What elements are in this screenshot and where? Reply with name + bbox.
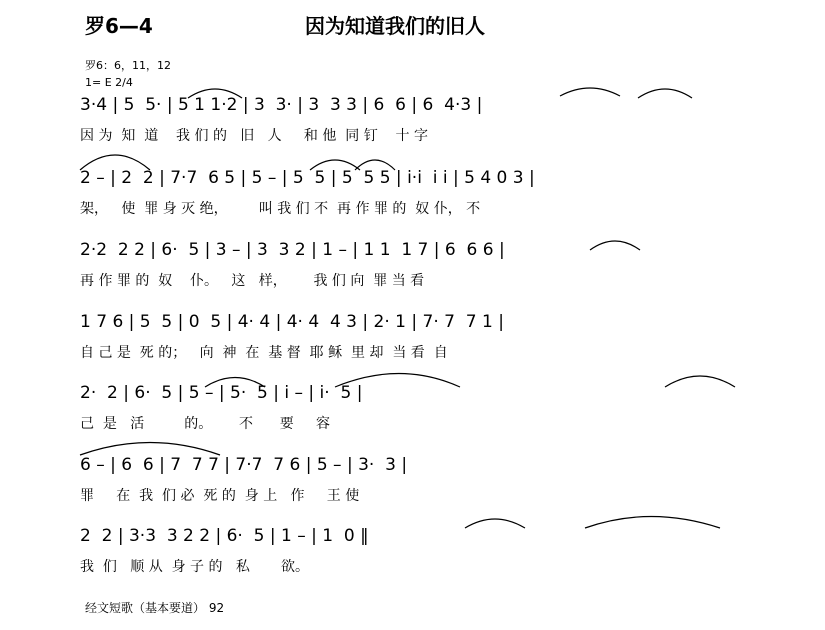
song-code: 罗6—4: [85, 14, 153, 38]
slur-arc: [80, 443, 220, 456]
scripture-reference: 罗6：6，11，12: [85, 59, 171, 72]
notation-line: 1 7 6 | 5 5 | 0 5 | 4· 4 | 4· 4 4 3 | 2· 1 | 7· 7 7 1 |: [80, 312, 504, 332]
slur-arc: [590, 241, 640, 250]
footer-source: 经文短歌（基本要道） 92: [85, 601, 225, 615]
slur-arc: [355, 160, 395, 170]
notation-line: 3·4 | 5 5· | 5 1 1·2 | 3 3· | 3 3 3 | 6 6 | 6 4·3 |: [80, 95, 483, 115]
lyric-line: 我 们 顺 从 身 子 的 私 欲。: [80, 559, 310, 575]
slur-arc: [80, 155, 150, 170]
notation-line: 2·2 2 2 | 6· 5 | 3 – | 3 3 2 | 1 – | 1 1 1 7 | 6 6 6 |: [80, 240, 505, 260]
key-signature: 1= E 2/4: [85, 76, 133, 89]
slur-arc: [310, 160, 360, 170]
lyric-line: 因 为 知 道 我 们 的 旧 人 和 他 同 钉 十 字: [80, 128, 428, 144]
lyric-line: 自 己 是 死 的； 向 神 在 基 督 耶 稣 里 却 当 看 自: [80, 345, 448, 361]
slur-arc: [188, 89, 242, 98]
slur-arc: [560, 88, 620, 96]
slur-arc: [335, 374, 460, 388]
slur-arc: [465, 519, 525, 528]
slur-arc: [638, 89, 692, 98]
lyric-line: 己 是 活 的。 不 要 容: [80, 416, 330, 432]
slur-arc: [665, 376, 735, 387]
notation-line: 2 2 | 3·3 3 2 2 | 6· 5 | 1 – | 1 0 ‖: [80, 526, 369, 546]
notation-line: 2· 2 | 6· 5 | 5 – | 5· 5 | i – | i· 5 |: [80, 383, 363, 403]
slur-arc: [205, 378, 265, 388]
lyric-line: 再 作 罪 的 奴 仆。 这 样， 我 们 向 罪 当 看: [80, 273, 425, 289]
slur-arc: [585, 517, 720, 529]
notation-line: 6 – | 6 6 | 7 7 7 | 7·7 7 6 | 5 – | 3· 3 |: [80, 455, 408, 475]
lyric-line: 架， 使 罪 身 灭 绝， 叫 我 们 不 再 作 罪 的 奴 仆， 不: [80, 201, 481, 217]
lyric-line: 罪 在 我 们 必 死 的 身 上 作 王 使: [80, 488, 360, 504]
song-title: 因为知道我们的旧人: [305, 14, 485, 38]
notation-line: 2 – | 2 2 | 7·7 6 5 | 5 – | 5 5 | 5 5 5 | i·i i i | 5 4 0 3 |: [80, 168, 535, 188]
